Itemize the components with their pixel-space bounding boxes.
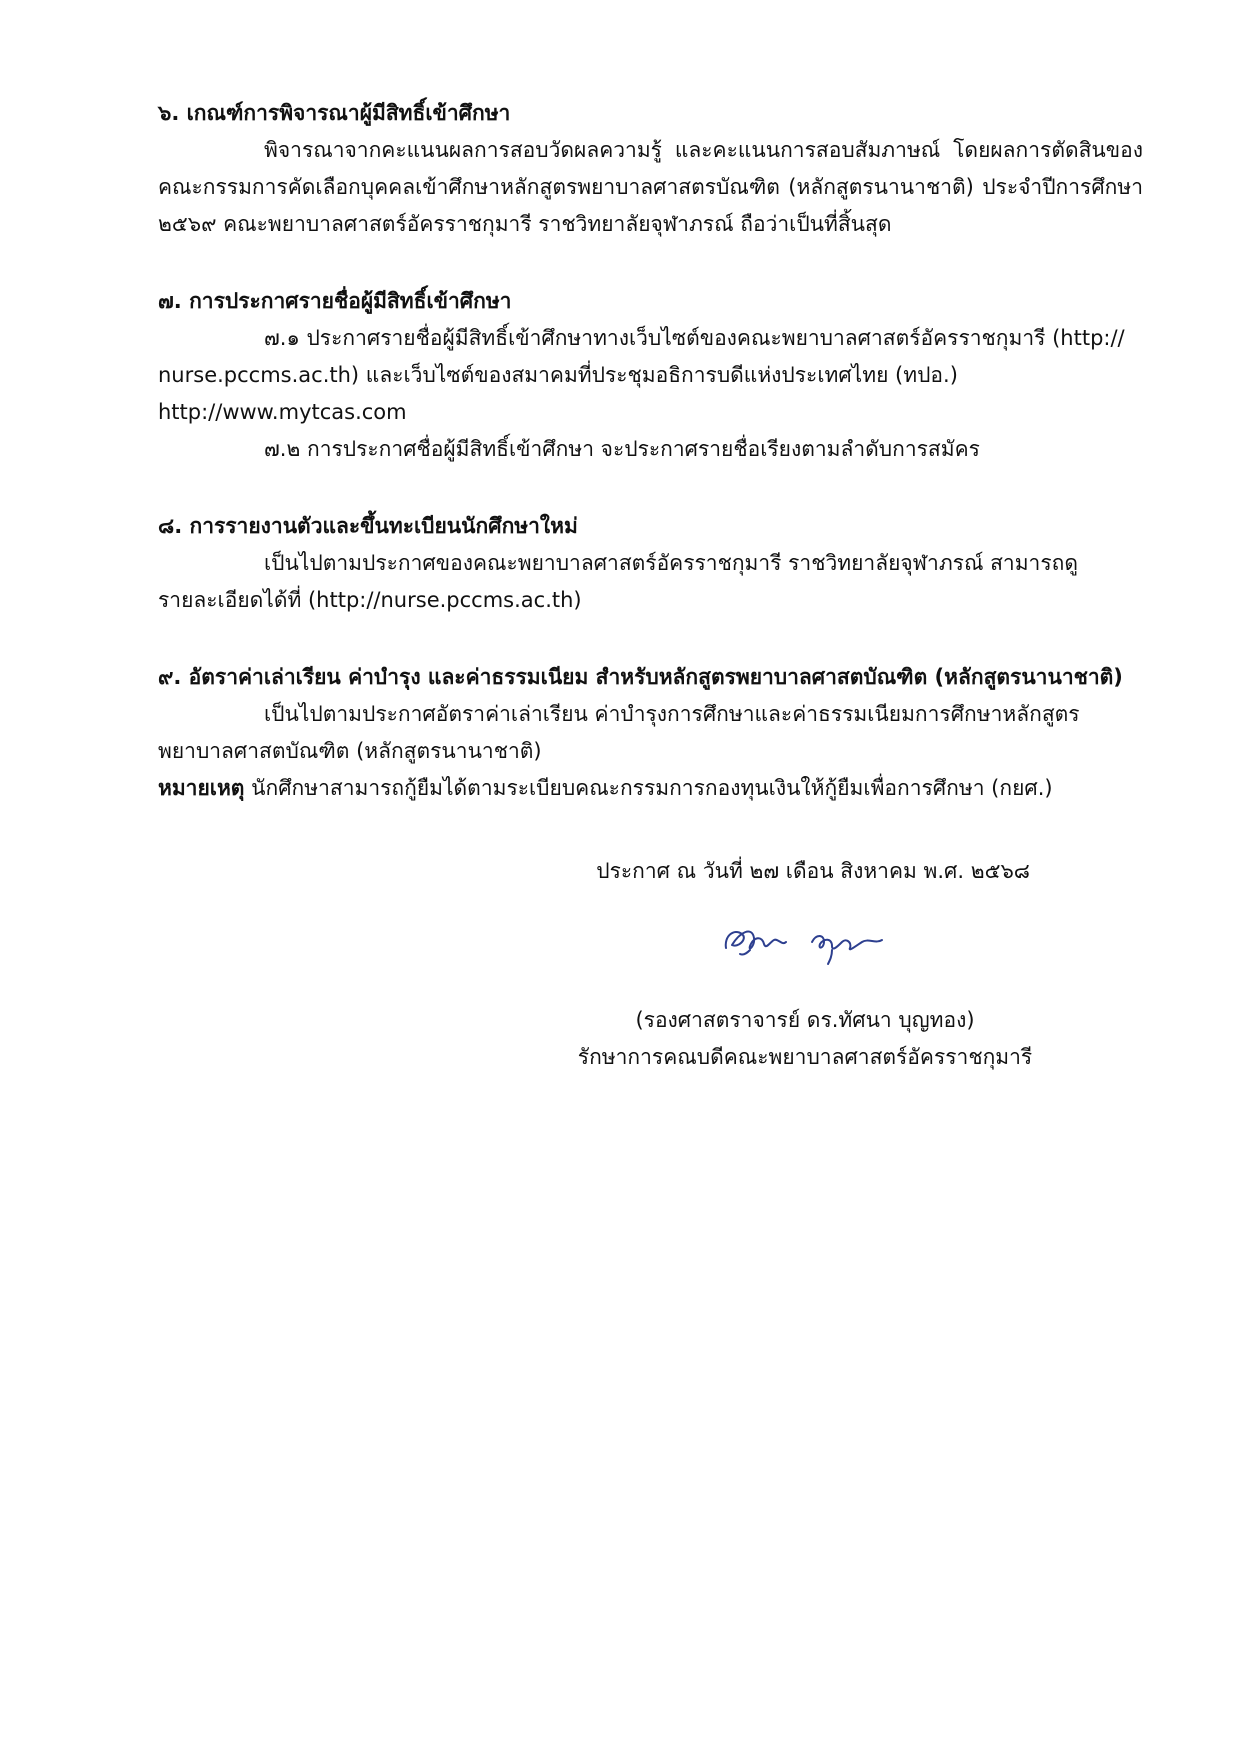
note-text: นักศึกษาสามารถกู้ยืมได้ตามระเบียบคณะกรรมการกองทุนเงินให้กู้ยืมเพื่อการศึกษา (กยศ.) bbox=[244, 776, 1053, 800]
document-content bbox=[158, 95, 1143, 847]
section-7-item-2: ๗.๒ การประกาศชื่อผู้มีสิทธิ์เข้าศึกษา จะประกาศรายชื่อเรียงตามลำดับการสมัคร bbox=[264, 437, 980, 461]
section-7 bbox=[158, 283, 1143, 468]
section-7-item-1-url: http://www.mytcas.com bbox=[158, 400, 407, 424]
section-8-line-2: รายละเอียดได้ที่ (http://nurse.pccms.ac.th) bbox=[158, 588, 582, 612]
section-6 bbox=[158, 95, 1143, 243]
signer-position: รักษาการคณบดีคณะพยาบาลศาสตร์อัครราชกุมารี bbox=[577, 1045, 1033, 1069]
section-9-line-2: พยาบาลศาสตบัณฑิต (หลักสูตรนานาชาติ) bbox=[158, 739, 542, 763]
signer-block bbox=[560, 1002, 1050, 1076]
section-7-heading: ๗. การประกาศรายชื่อผู้มีสิทธิ์เข้าศึกษา bbox=[158, 289, 512, 313]
section-8-line-1: เป็นไปตามประกาศของคณะพยาบาลศาสตร์อัครราชกุมารี ราชวิทยาลัยจุฬาภรณ์ สามารถดู bbox=[264, 551, 1078, 575]
signature bbox=[720, 912, 920, 972]
note-label: หมายเหตุ bbox=[158, 776, 245, 800]
section-9-line-1: เป็นไปตามประกาศอัตราค่าเล่าเรียน ค่าบำรุงการศึกษาและค่าธรรมเนียมการศึกษาหลักสูตร bbox=[264, 702, 1080, 726]
section-7-item-1-line-2: nurse.pccms.ac.th) และเว็บไซต์ของสมาคมที่ประชุมอธิการบดีแห่งประเทศไทย (ทปอ.) bbox=[158, 363, 958, 387]
signer-name: (รองศาสตราจารย์ ดร.ทัศนา บุญทอง) bbox=[635, 1008, 975, 1032]
section-9-note bbox=[158, 770, 1143, 807]
section-9 bbox=[158, 659, 1143, 807]
section-7-item-1-line-1: ๗.๑ ประกาศรายชื่อผู้มีสิทธิ์เข้าศึกษาทางเว็บไซต์ของคณะพยาบาลศาสตร์อัครราชกุมารี (http:// bbox=[264, 326, 1125, 350]
section-8 bbox=[158, 508, 1143, 619]
section-6-body: พิจารณาจากคะแนนผลการสอบวัดผลความรู้ และคะแนนการสอบสัมภาษณ์ โดยผลการตัดสินของคณะกรรมการคัดเลือกบุคคลเข้าศึกษาหลักสูตรพยาบาลศาสตรบัณฑิต (หลักสูตรนานาชาติ) ประจำปีการศึกษา ๒๕๖๙ คณะพยาบาลศาสตร์อัครราชกุมารี ราชวิทยาลัยจุฬาภรณ์ ถือว่าเป็นที่สิ้นสุด bbox=[158, 138, 1143, 236]
section-8-heading: ๘. การรายงานตัวและขึ้นทะเบียนนักศึกษาใหม่ bbox=[158, 514, 578, 538]
section-6-heading: ๖. เกณฑ์การพิจารณาผู้มีสิทธิ์เข้าศึกษา bbox=[158, 101, 511, 125]
announcement-date: ประกาศ ณ วันที่ ๒๗ เดือน สิงหาคม พ.ศ. ๒๕๖๘ bbox=[596, 859, 1030, 883]
section-9-heading: ๙. อัตราค่าเล่าเรียน ค่าบำรุง และค่าธรรมเนียม สำหรับหลักสูตรพยาบาลศาสตบัณฑิต (หลักสูตรนานาชาติ) bbox=[158, 665, 1123, 689]
